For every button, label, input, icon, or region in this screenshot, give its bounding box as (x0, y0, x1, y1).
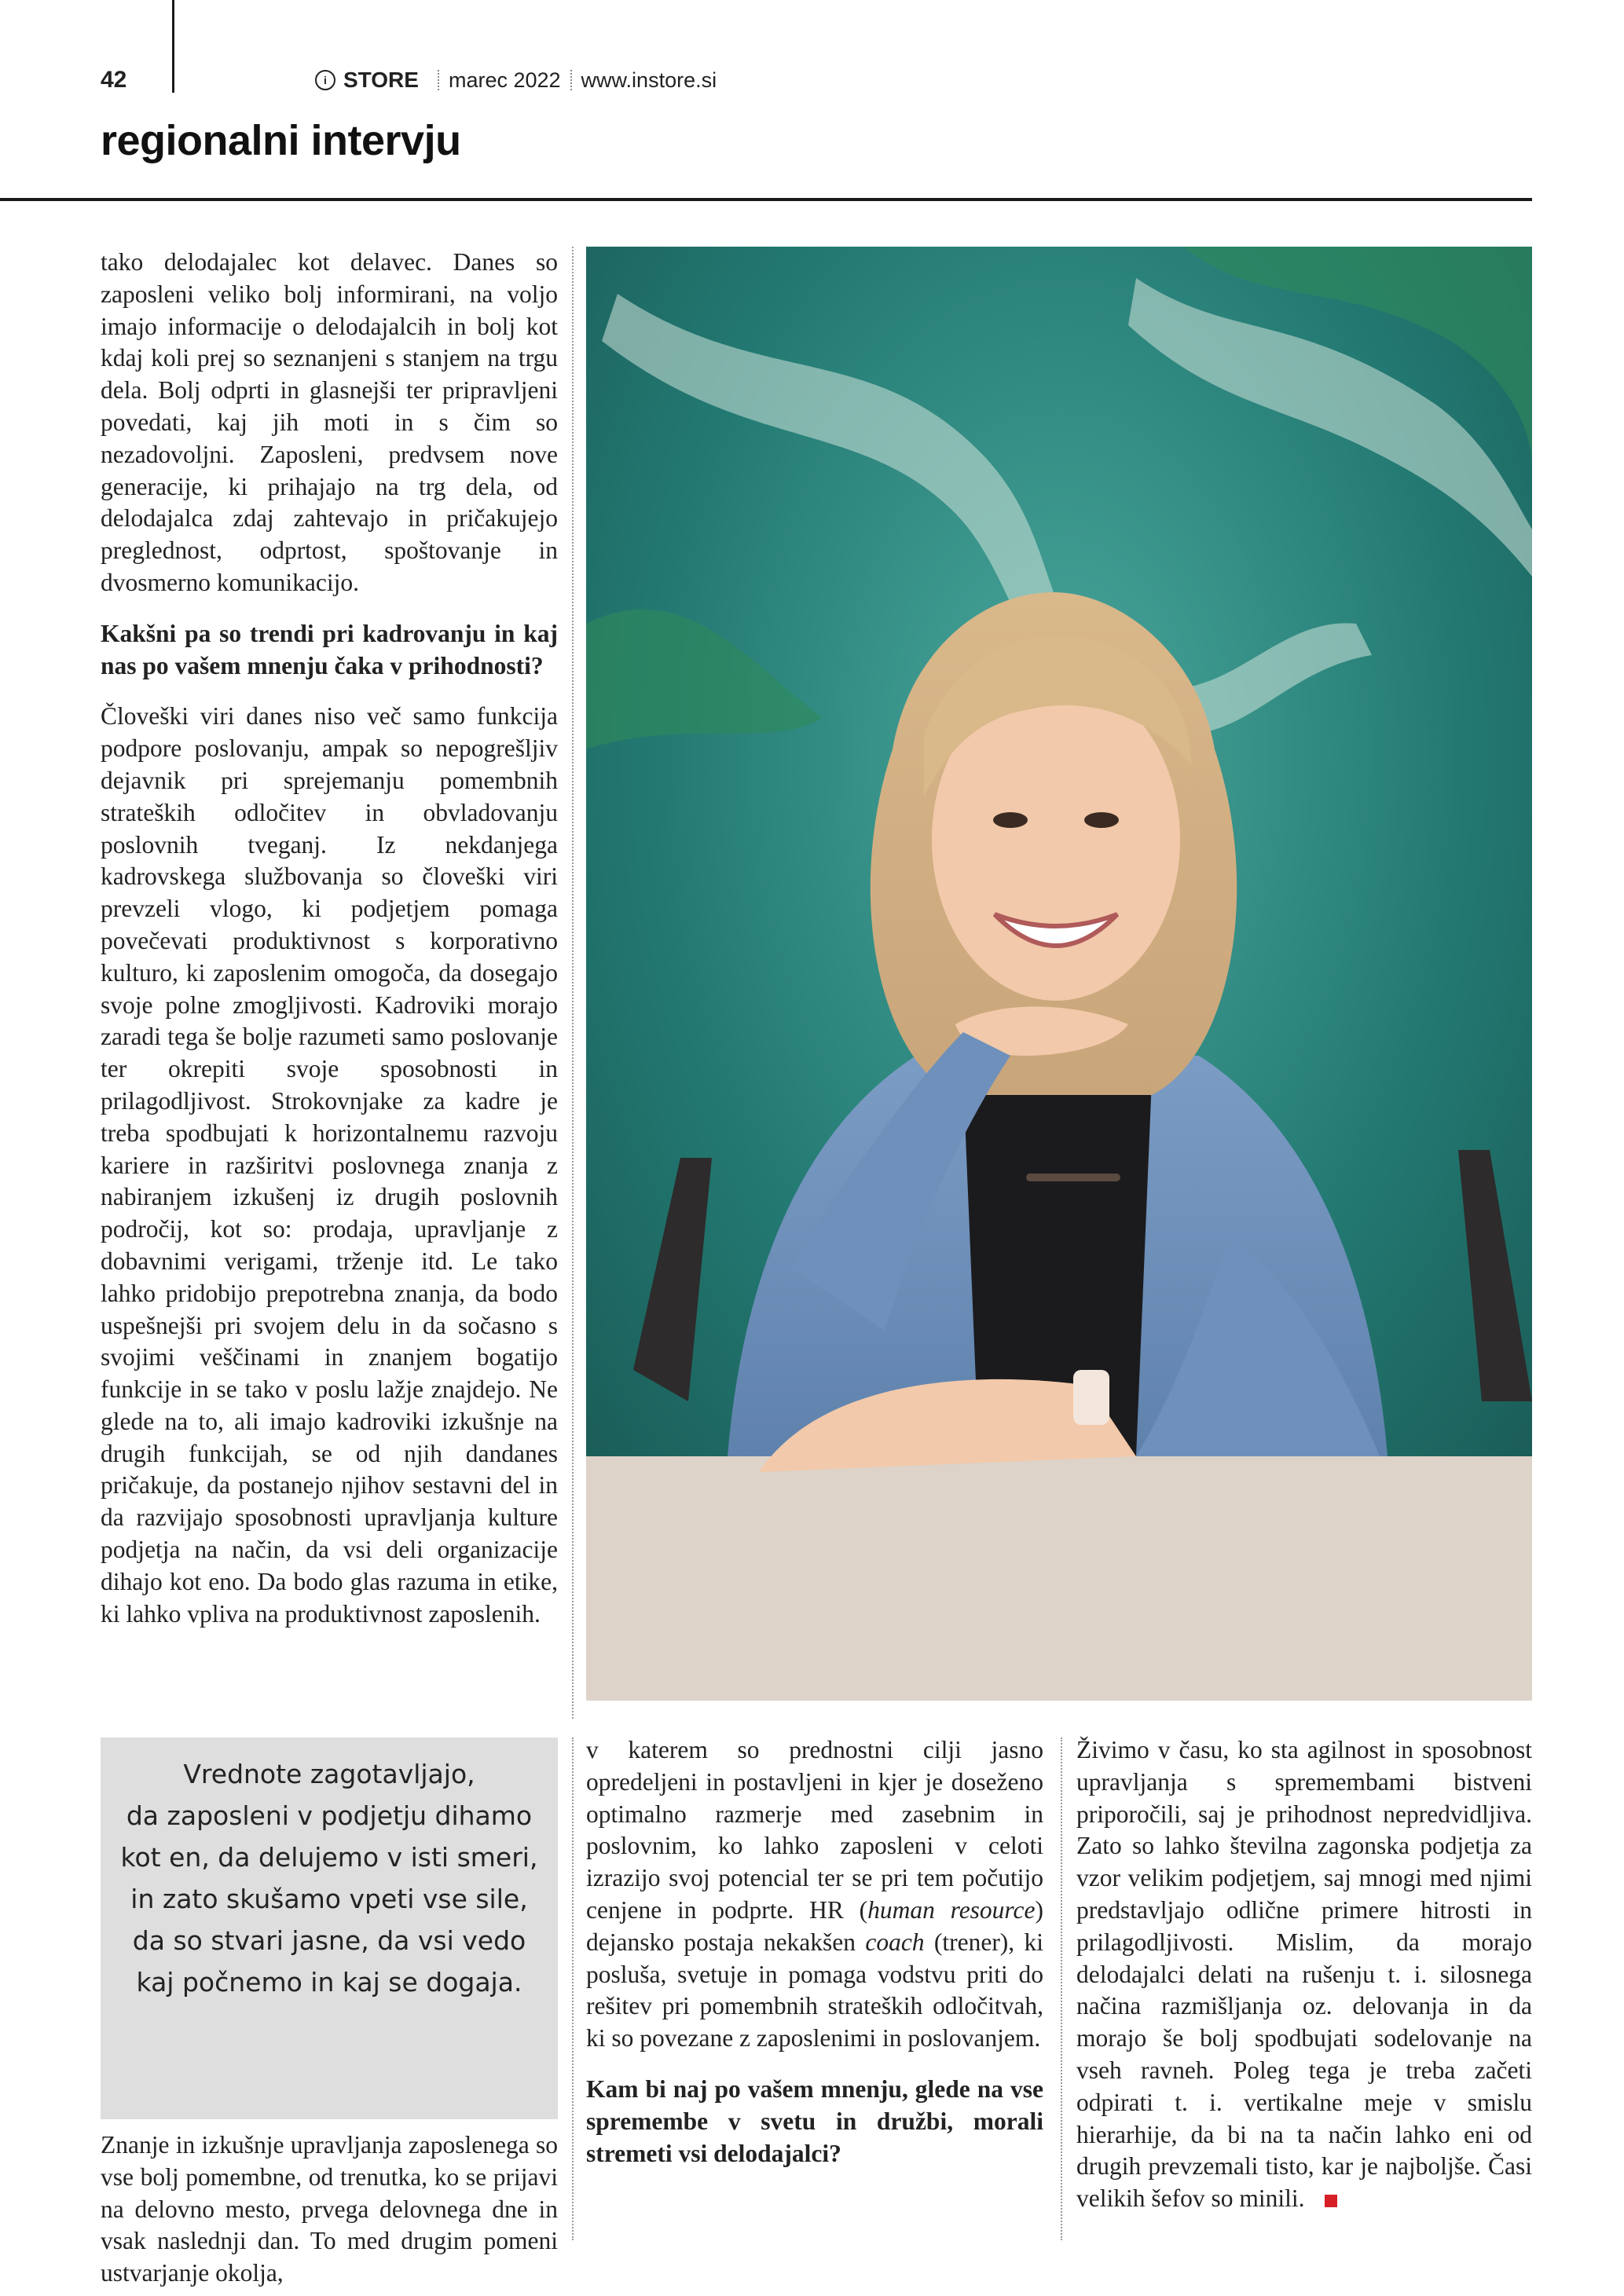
text-run: Živimo v času, ko sta agilnost in sposobnost upravljanja s spremembami bistveni priporočili, saj je prihodnost nepredvidljiva. Zato so lahko številna zagonska podjetja za vzor velikim podjetjem, saj mnogi med njimi predstavljajo odlične primere hitrosti in prilagodljivosti. Mislim, da morajo delodajalci delati na rušenju t. i. silosnega načina razmišljanja oz. delovanja in da morajo še bolj spodbujati sodelovanje na vseh ravneh. Poleg tega je treba začeti odpirati t. i. vertikalne meje v smislu hierarhije, da bi na ta način lahko eni od drugih prevzemali tisto, kar je najboljše. Časi velikih šefov so minili. (1076, 1736, 1532, 2213)
article-column-2 (586, 1734, 1043, 2170)
header-separator (438, 70, 439, 90)
portrait-illustration (586, 247, 1532, 1701)
text-run: v katerem so prednostni cilji jasno opredeljeni in postavljeni in kjer je doseženo optimalno razmerje med zasebnim in poslovnim, ko lahko zaposleni v celoti izrazijo svoj potencial ter se pri tem počutijo cenjene in podprte. HR ( (586, 1736, 1043, 1924)
column-divider (1061, 1738, 1062, 2240)
pull-quote-line: da so stvari jasne, da vsi vedo (132, 1925, 526, 1956)
page-header (101, 64, 717, 96)
interview-question: Kam bi naj po vašem mnenju, glede na vse spremembe v svetu in družbi, morali stremeti vsi delodajalci? (586, 2074, 1043, 2167)
header-rule (0, 198, 1532, 201)
paragraph: tako delodajalec kot delavec. Danes so zaposleni veliko bolj informirani, na voljo imajo informacije o delodajalcih in bolj kot kdaj koli prej so seznanjeni s stanjem na trgu dela. Bolj odprti in glasnejši ter pripravljeni povedati, kaj jih moti in s čim so nezadovoljni. Zaposleni, predvsem nove generacije, ki prihajajo na trg dela, od delodajalca zdaj zahtevajo in pričakujejo preglednost, odprtost, spoštovanje in dvosmerno komunikacijo. (101, 248, 558, 596)
portrait-photo (586, 247, 1532, 1701)
paragraph: Človeški viri danes niso več samo funkcija podpore poslovanju, ampak so nepogrešljiv dejavnik pri sprejemanju pomembnih strateških odločitev in obvladovanju poslovnih tveganj. Iz nekdanjega kadrovskega službovanja so človeški viri prevzeli vlogo, ki podjetjem pomaga povečevati produktivnost s korporativno kulturo, ki zaposlenim omogoča, da dosegajo svoje polne zmogljivosti. Kadroviki morajo zaradi tega še bolje razumeti samo poslovanje ter okrepiti svoje sposobnosti in prilagodljivost. Strokovnjake za kadre je treba spodbujati k horizontalnemu razvoju kariere in razširitvi poslovnega znanja z nabiranjem izkušenj iz drugih poslovnih področij, kot so: prodaja, upravljanje z dobavnimi verigami, trženje itd. Le tako lahko pridobijo prepotrebna znanja, da bodo uspešnejši pri svojem delu in da sočasno s svojimi veščinami in znanjem bogatijo funkcije in se tako v poslu lažje znajdejo. Ne glede na to, ali imajo kadroviki izkušnje na drugih funkcijah, se od njih dandanes pričakuje, da postanejo njihov sestavni del in da razvijajo sposobnosti upravljanja kulture podjetja na način, da vsi deli organizacije dihajo kot eno. Da bodo glas razuma in etike, ki lahko vpliva na produktivnost zaposlenih. (101, 702, 558, 1628)
pull-quote (101, 1738, 558, 2119)
column-divider (572, 247, 574, 1719)
text-run: (trener), ki posluša, svetuje in pomaga vodstvu priti do rešitev pri pomembnih strateških odločitvah, ki so povezane z zaposlenimi in poslovanjem. (586, 1928, 1043, 2052)
section-title: regionalni intervju (101, 117, 461, 164)
interview-question: Kakšni pa so trendi pri kadrovanju in kaj nas po vašem mnenju čaka v prihodnosti? (101, 619, 558, 679)
pull-quote-line: in zato skušamo vpeti vse sile, (130, 1884, 528, 1914)
magazine-logo (315, 68, 419, 93)
magazine-name: STORE (343, 68, 419, 92)
issue-date: marec 2022 (448, 68, 561, 92)
pull-quote-line: da zaposleni v podjetju dihamo (126, 1800, 533, 1831)
end-of-article-mark (1325, 2195, 1337, 2207)
italic-term: coach (865, 1928, 925, 1956)
italic-term: human resource (867, 1895, 1036, 1924)
article-column-3 (1076, 1734, 1532, 2215)
website-link[interactable]: www.instore.si (581, 68, 717, 92)
paragraph: Znanje in izkušnje upravljanja zaposlenega so vse bolj pomembne, od trenutka, ko se prijavi na delovno mesto, prvega delovnega dne in vsak naslednji dan. To med drugim pomeni ustvarjanje okolja, (101, 2131, 558, 2287)
paragraph (586, 1734, 1043, 2055)
text-run: ) dejansko postaja nekakšen (586, 1895, 1043, 1956)
article-column-1 (101, 247, 558, 1630)
logo-circle-icon: i (315, 70, 335, 90)
paragraph (1076, 1734, 1532, 2215)
pull-quote-line: Vrednote zagotavljajo, (183, 1759, 475, 1789)
article-column-1-bottom (101, 2129, 558, 2290)
page-number: 42 (101, 67, 127, 93)
pull-quote-line: kaj počnemo in kaj se dogaja. (136, 1967, 522, 1998)
header-separator (570, 70, 572, 90)
pull-quote-line: kot en, da delujemo v isti smeri, (120, 1842, 538, 1873)
column-divider (572, 1738, 574, 2240)
